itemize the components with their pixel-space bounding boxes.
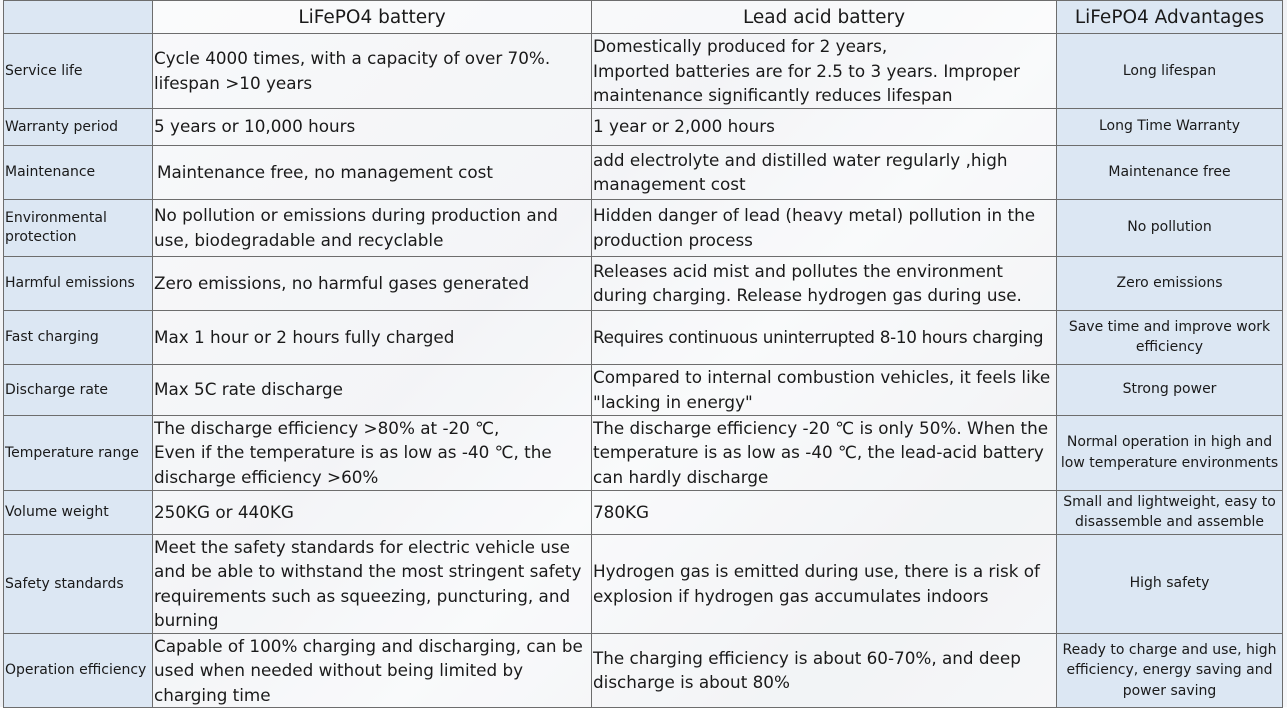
advantage-cell: Long lifespan [1057, 34, 1283, 109]
lead-acid-cell: The discharge efficiency -20 ℃ is only 50%. When the temperature is as low as -40 ℃, the lead-acid battery can hardly discharge [592, 415, 1057, 490]
lifepo4-cell: The discharge efficiency >80% at -20 ℃, Even if the temperature is as low as -40 ℃, the discharge efficiency >60% [153, 415, 592, 490]
lifepo4-cell: Cycle 4000 times, with a capacity of over 70%. lifespan >10 years [153, 34, 592, 109]
advantage-cell: Small and lightweight, easy to disassemble and assemble [1057, 490, 1283, 534]
table-row [4, 34, 1283, 109]
table-row [4, 490, 1283, 534]
advantage-cell: Save time and improve work efficiency [1057, 310, 1283, 364]
header-row [4, 1, 1283, 34]
lead-acid-cell: Releases acid mist and pollutes the environment during charging. Release hydrogen gas during use. [592, 256, 1057, 310]
feature-cell: Discharge rate [4, 364, 153, 415]
advantage-cell: Normal operation in high and low temperature environments [1057, 415, 1283, 490]
advantage-cell: No pollution [1057, 199, 1283, 256]
table-row [4, 256, 1283, 310]
lifepo4-cell: Max 1 hour or 2 hours fully charged [153, 310, 592, 364]
lead-acid-cell: Hidden danger of lead (heavy metal) pollution in the production process [592, 199, 1057, 256]
lifepo4-cell: Maintenance free, no management cost [153, 145, 592, 199]
lead-acid-cell: Compared to internal combustion vehicles, it feels like "lacking in energy" [592, 364, 1057, 415]
lead-acid-cell: Hydrogen gas is emitted during use, there is a risk of explosion if hydrogen gas accumulates indoors [592, 534, 1057, 633]
lead-acid-cell: The charging efficiency is about 60-70%, and deep discharge is about 80% [592, 633, 1057, 708]
lead-acid-cell: Domestically produced for 2 years, Imported batteries are for 2.5 to 3 years. Improper maintenance significantly reduces lifespan [592, 34, 1057, 109]
feature-cell: Volume weight [4, 490, 153, 534]
feature-cell: Harmful emissions [4, 256, 153, 310]
advantage-cell: Ready to charge and use, high efficiency, energy saving and power saving [1057, 633, 1283, 708]
advantage-cell: Long Time Warranty [1057, 108, 1283, 145]
lead-acid-column-header: Lead acid battery [592, 1, 1057, 34]
table-row [4, 145, 1283, 199]
table-row [4, 310, 1283, 364]
lead-acid-cell: 780KG [592, 490, 1057, 534]
lead-acid-cell: 1 year or 2,000 hours [592, 108, 1057, 145]
lifepo4-cell: Max 5C rate discharge [153, 364, 592, 415]
lifepo4-column-header: LiFePO4 battery [153, 1, 592, 34]
lifepo4-cell: 5 years or 10,000 hours [153, 108, 592, 145]
table-row [4, 199, 1283, 256]
feature-cell: Service life [4, 34, 153, 109]
table-row [4, 534, 1283, 633]
feature-cell: Maintenance [4, 145, 153, 199]
advantage-cell: Zero emissions [1057, 256, 1283, 310]
comparison-table [3, 0, 1283, 708]
lifepo4-cell: Capable of 100% charging and discharging, can be used when needed without being limited by charging time [153, 633, 592, 708]
table-row [4, 633, 1283, 708]
lifepo4-cell: Zero emissions, no harmful gases generated [153, 256, 592, 310]
advantage-cell: Maintenance free [1057, 145, 1283, 199]
lead-acid-cell: add electrolyte and distilled water regularly ,high management cost [592, 145, 1057, 199]
advantage-cell: High safety [1057, 534, 1283, 633]
lifepo4-cell: No pollution or emissions during production and use, biodegradable and recyclable [153, 199, 592, 256]
table-row [4, 364, 1283, 415]
feature-cell: Temperature range [4, 415, 153, 490]
feature-cell: Operation efficiency [4, 633, 153, 708]
feature-cell: Fast charging [4, 310, 153, 364]
advantage-cell: Strong power [1057, 364, 1283, 415]
table-row [4, 415, 1283, 490]
lifepo4-cell: Meet the safety standards for electric vehicle use and be able to withstand the most stringent safety requirements such as squeezing, puncturing, and burning [153, 534, 592, 633]
feature-cell: Safety standards [4, 534, 153, 633]
advantages-column-header: LiFePO4 Advantages [1057, 1, 1283, 34]
table-row [4, 108, 1283, 145]
feature-cell: Warranty period [4, 108, 153, 145]
lead-acid-cell: Requires continuous uninterrupted 8-10 hours charging [592, 310, 1057, 364]
feature-cell: Environmental protection [4, 199, 153, 256]
lifepo4-cell: 250KG or 440KG [153, 490, 592, 534]
corner-header [4, 1, 153, 34]
